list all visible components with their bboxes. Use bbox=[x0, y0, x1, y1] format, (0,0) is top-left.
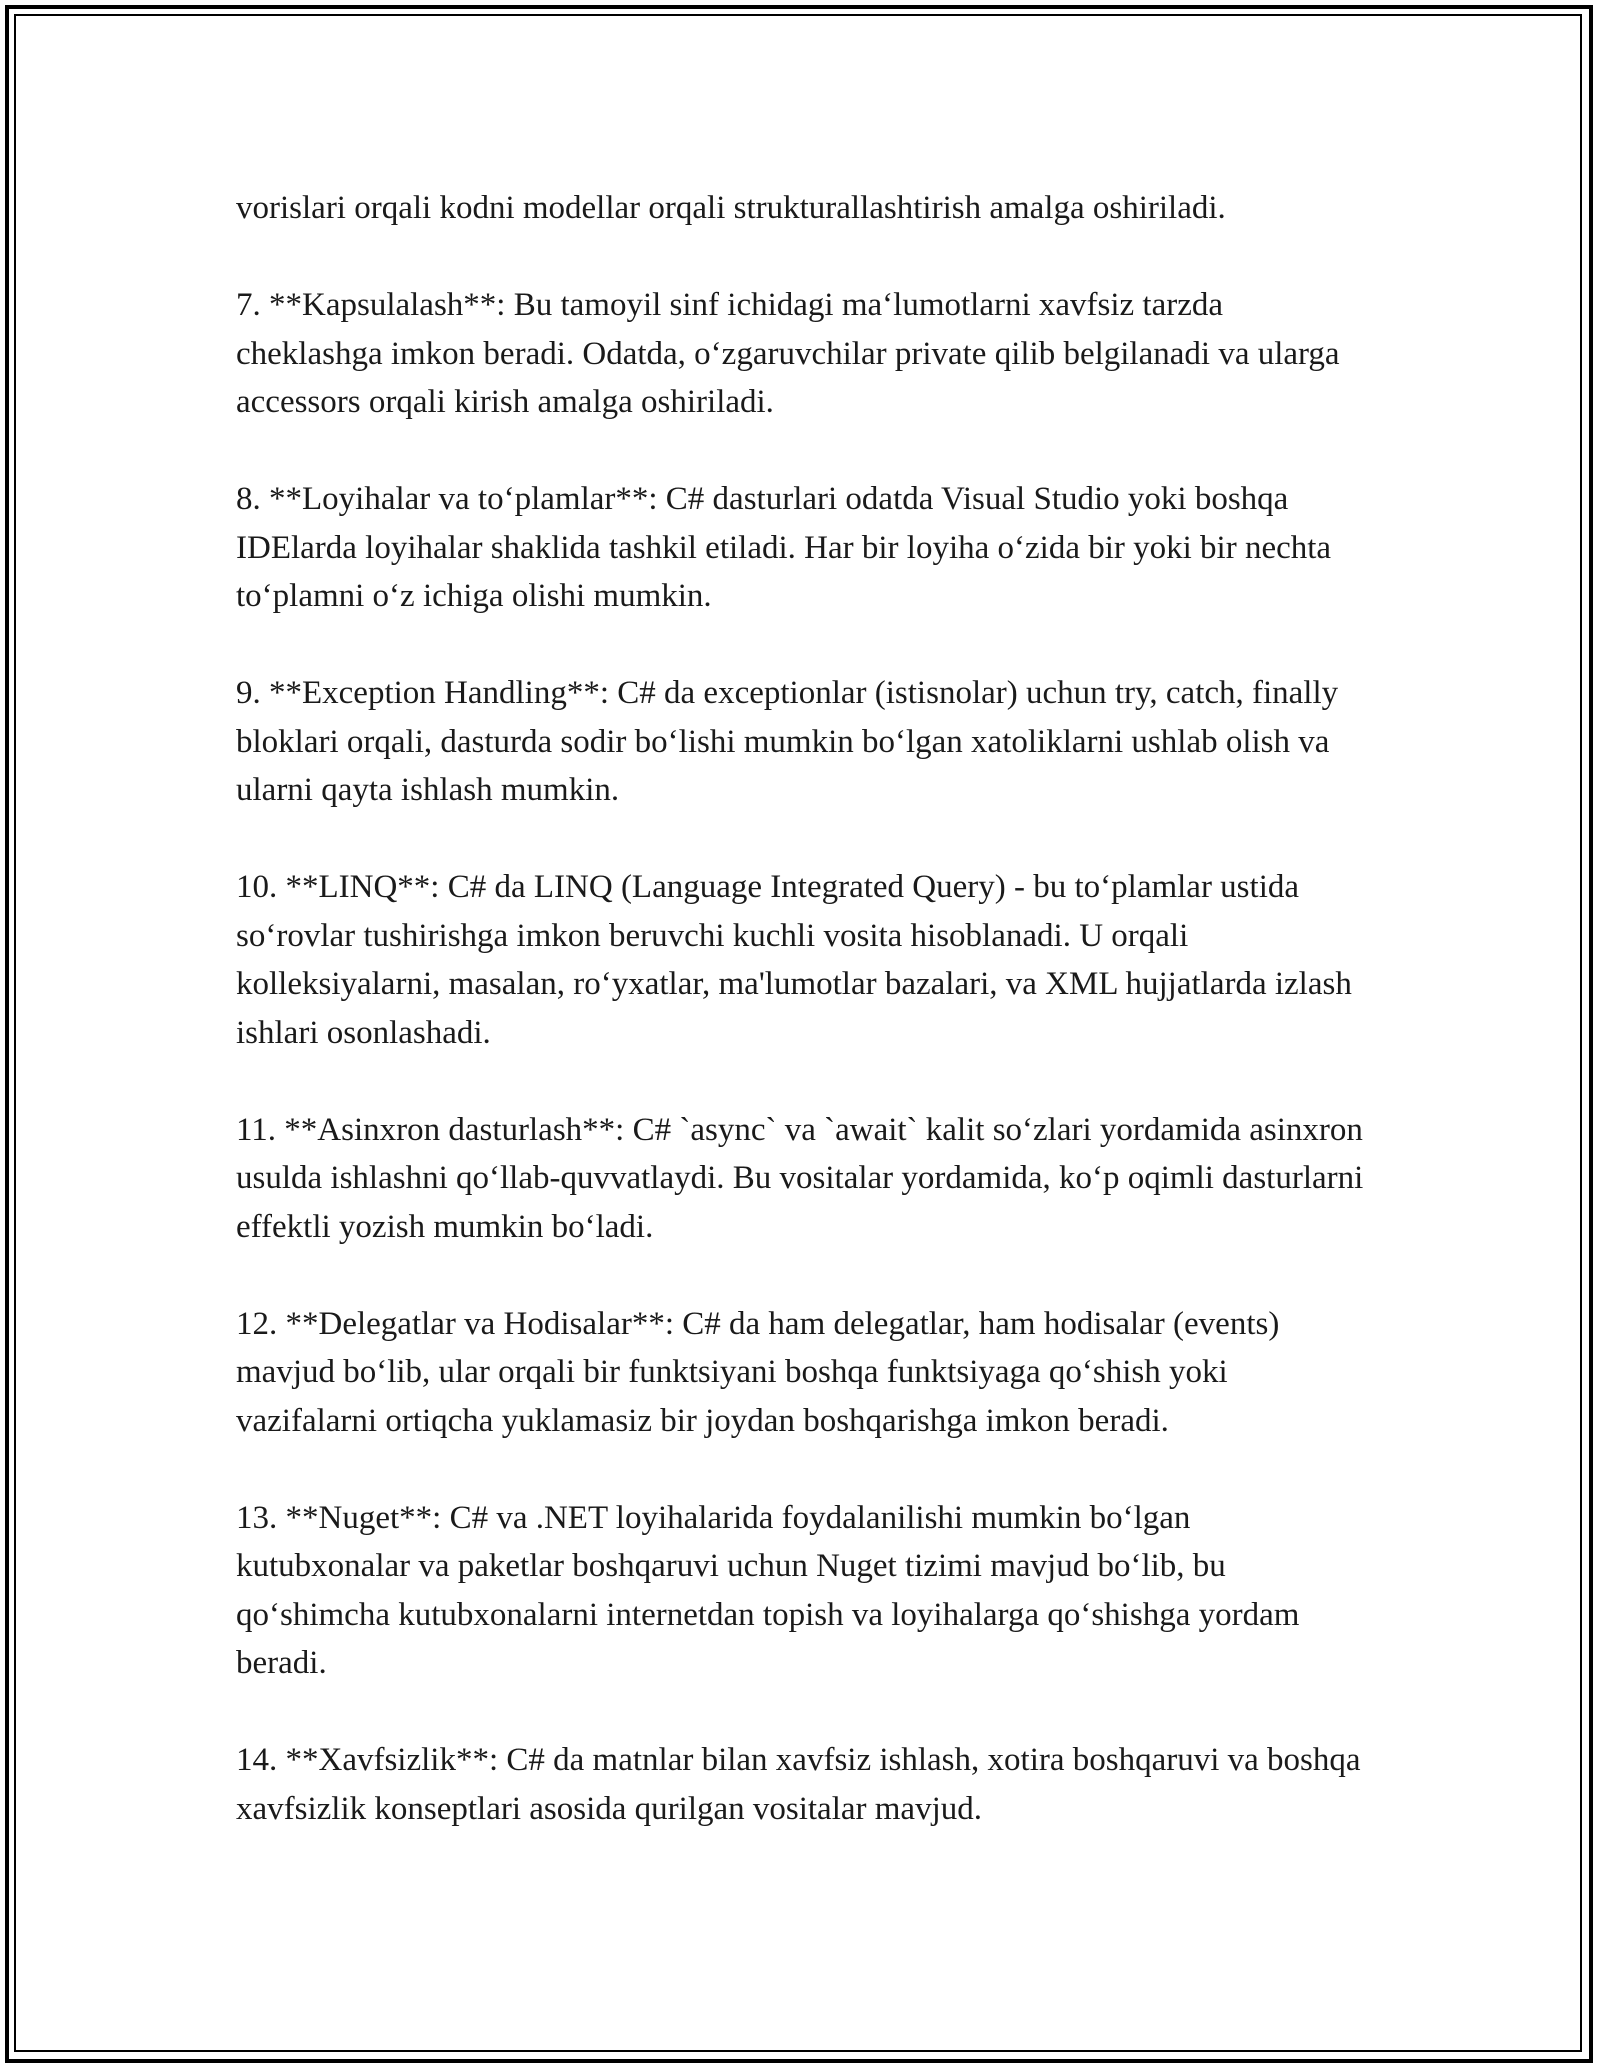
paragraph-item-13-nuget: 13. **Nuget**: C# va .NET loyihalarida foydalanilishi mumkin bo‘lgan kutubxonalar va paketlar boshqaruvi uchun Nuget tizimi mavjud bo‘lib, bu qo‘shimcha kutubxonalarni internetdan topish va loyihalarga qo‘shishga yordam beradi. bbox=[236, 1499, 1300, 1681]
paragraph-item-12-delegatlar: 12. **Delegatlar va Hodisalar**: C# da ham delegatlar, ham hodisalar (events) mavjud bo‘lib, ular orqali bir funktsiyani boshqa funktsiyaga qo‘shish yoki vazifalarni ortiqcha yuklamasiz bir joydan boshqarishga imkon beradi. bbox=[236, 1305, 1280, 1439]
paragraph-item-7-kapsulalash: 7. **Kapsulalash**: Bu tamoyil sinf ichidagi ma‘lumotlarni xavfsiz tarzda cheklashga imkon beradi. Odatda, o‘zgaruvchilar private qilib belgilanadi va ularga accessors orqali kirish amalga oshiriladi. bbox=[236, 287, 1340, 420]
paragraph-item-9-exception-handling: 9. **Exception Handling**: C# da exceptionlar (istisnolar) uchun try, catch, finally bloklari orqali, dasturda sodir bo‘lishi mumkin bo‘lgan xatoliklarni ushlab olish va ularni qayta ishlash mumkin. bbox=[236, 675, 1339, 808]
paragraph-continuation: vorislari orqali kodni modellar orqali strukturallashtirish amalga oshiriladi. bbox=[236, 190, 1226, 226]
paragraph-item-11-asinxron: 11. **Asinxron dasturlash**: C# `async` va `await` kalit so‘zlari yordamida asinxron usulda ishlashni qo‘llab-quvvatlaydi. Bu vositalar yordamida, ko‘p oqimli dasturlarni effektli yozish mumkin bo‘ladi. bbox=[236, 1111, 1364, 1245]
paragraph-item-14-xavfsizlik: 14. **Xavfsizlik**: C# da matnlar bilan xavfsiz ishlash, xotira boshqaruvi va boshqa xavfsizlik konseptlari asosida qurilgan vositalar mavjud. bbox=[236, 1742, 1361, 1827]
paragraph-item-10-linq: 10. **LINQ**: C# da LINQ (Language Integrated Query) - bu to‘plamlar ustida so‘rovlar tushirishga imkon beruvchi kuchli vosita hisoblanadi. U orqali kolleksiyalarni, masalan, ro‘yxatlar, ma'lumotlar bazalari, va XML hujjatlarda izlash ishlari osonlashadi. bbox=[236, 869, 1352, 1051]
document-body bbox=[236, 184, 1370, 1882]
paragraph-item-8-loyihalar: 8. **Loyihalar va to‘plamlar**: C# dasturlari odatda Visual Studio yoki boshqa IDElarda loyihalar shaklida tashkil etiladi. Har bir loyiha o‘zida bir yoki bir nechta to‘plamni o‘z ichiga olishi mumkin. bbox=[236, 481, 1332, 614]
